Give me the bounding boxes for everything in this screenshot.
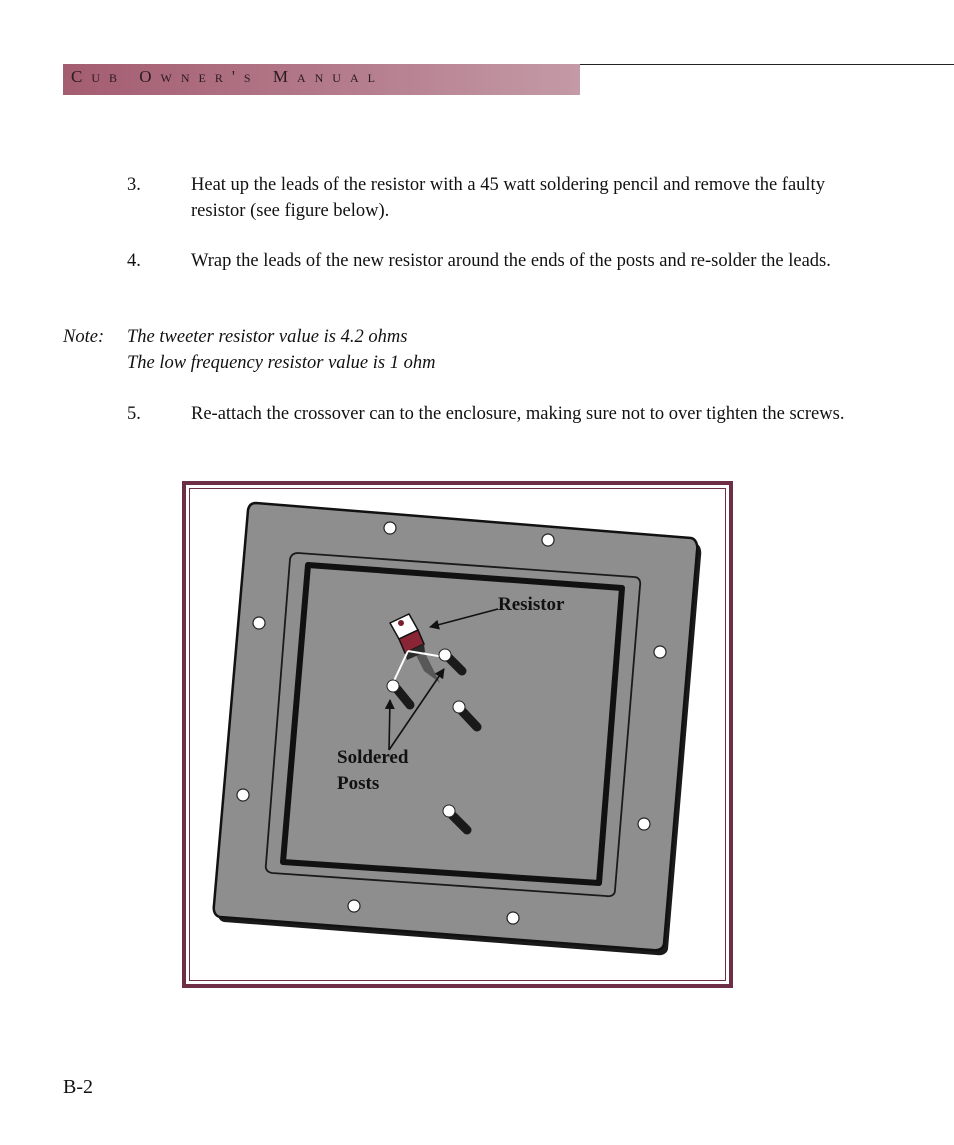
mounting-hole: [253, 617, 265, 629]
post-arrow: [389, 700, 390, 750]
figure-frame: [182, 481, 733, 988]
note-line-tweeter: The tweeter resistor value is 4.2 ohms: [127, 327, 408, 347]
step-number: 3.: [127, 175, 141, 195]
posts-label: Posts: [337, 773, 380, 794]
mounting-hole: [507, 912, 519, 924]
post: [443, 805, 455, 817]
can-inner-square: [283, 565, 622, 883]
mounting-hole: [237, 789, 249, 801]
step-text: Wrap the leads of the new resistor around the ends of the posts and re-solder the leads.: [191, 251, 831, 271]
note-label: Note:: [63, 327, 105, 347]
note-line-low-frequency: The low frequency resistor value is 1 ohm: [127, 353, 436, 373]
step-number: 4.: [127, 251, 141, 271]
mounting-hole: [654, 646, 666, 658]
mounting-hole: [542, 534, 554, 546]
soldered-label: Soldered: [337, 747, 409, 768]
step-text: Heat up the leads of the resistor with a 45 watt soldering pencil and remove the faulty resistor (see figure below).: [191, 175, 825, 221]
note: [63, 324, 763, 376]
soldered-post: [387, 680, 399, 692]
resistor-label: Resistor: [498, 594, 565, 615]
step-number: 5.: [127, 404, 141, 424]
post: [453, 701, 465, 713]
soldered-post: [439, 649, 451, 661]
header-title: Cub Owner's Manual: [71, 67, 384, 86]
mounting-hole: [384, 522, 396, 534]
step-text: Re-attach the crossover can to the enclosure, making sure not to over tighten the screws.: [191, 404, 845, 424]
mounting-hole: [638, 818, 650, 830]
page-number: B-2: [63, 1076, 93, 1098]
mounting-hole: [348, 900, 360, 912]
crossover-can-illustration: [186, 485, 729, 984]
